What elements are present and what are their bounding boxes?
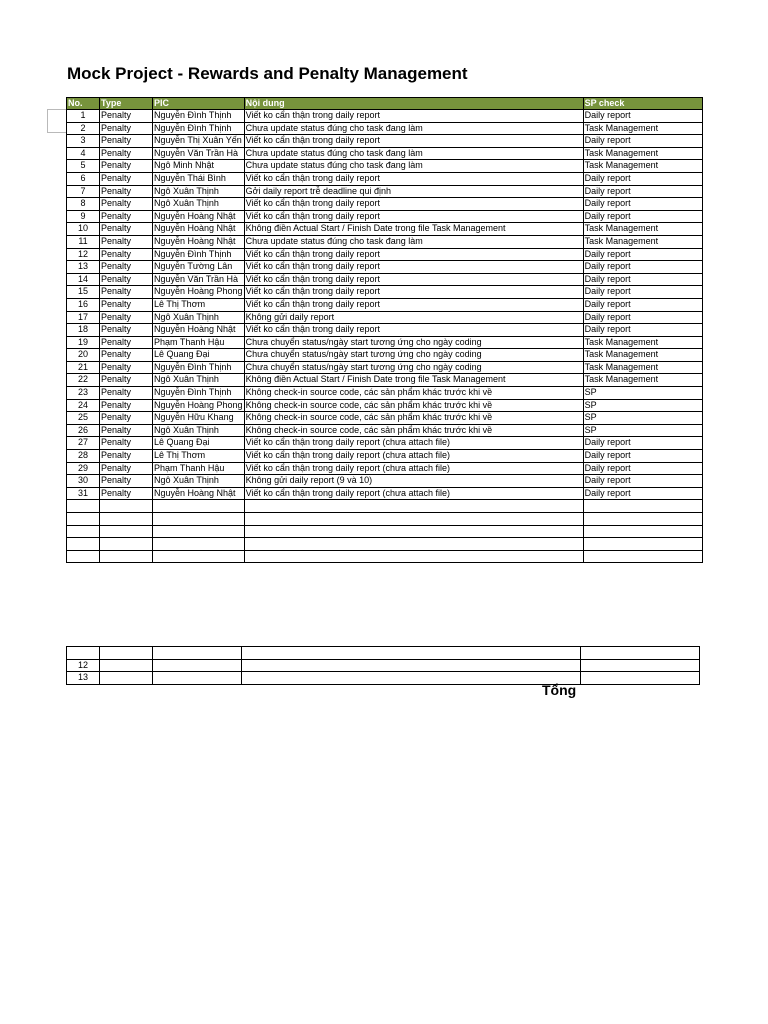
cell-type[interactable]: Penalty	[100, 374, 153, 387]
empty-cell[interactable]	[67, 538, 100, 551]
cell-no[interactable]: 16	[67, 298, 100, 311]
empty-cell[interactable]	[67, 500, 100, 513]
cell-content[interactable]: Chưa update status đúng cho task đang làm	[244, 122, 583, 135]
cell-sp-check[interactable]: Daily report	[583, 135, 702, 148]
cell-pic[interactable]: Ngô Xuân Thịnh	[153, 424, 245, 437]
empty-cell[interactable]	[100, 500, 153, 513]
cell-type[interactable]: Penalty	[100, 311, 153, 324]
table-row	[67, 261, 703, 274]
empty-cell[interactable]	[583, 538, 702, 551]
cell-pic[interactable]: Nguyễn Hoàng Phong	[153, 286, 245, 299]
cell-pic[interactable]: Nguyễn Hoàng Nhật	[153, 223, 245, 236]
cell-type[interactable]: Penalty	[100, 450, 153, 463]
empty-cell[interactable]	[583, 500, 702, 513]
table-row	[67, 135, 703, 148]
empty-cell[interactable]	[583, 513, 702, 526]
header-content[interactable]: Nội dung	[244, 98, 583, 110]
cell-sp-check[interactable]: Daily report	[583, 475, 702, 488]
total-label: Tổng	[542, 682, 577, 698]
table-header-row	[67, 98, 703, 110]
cell-no[interactable]: 14	[67, 273, 100, 286]
cell-no[interactable]: 20	[67, 349, 100, 362]
cell-no[interactable]: 24	[67, 399, 100, 412]
table-row	[67, 412, 703, 425]
cell-no[interactable]: 21	[67, 361, 100, 374]
cell-pic[interactable]: Nguyễn Hoàng Phong	[153, 399, 245, 412]
penalty-table	[66, 97, 703, 563]
table-row	[67, 475, 703, 488]
cell-sp-check[interactable]: Task Management	[583, 361, 702, 374]
summary-row	[67, 672, 700, 685]
cell-content[interactable]: Chưa chuyển status/ngày start tương ứng cho ngày coding	[244, 336, 583, 349]
cell-type[interactable]: Penalty	[100, 261, 153, 274]
cell-pic[interactable]: Nguyễn Hoàng Nhật	[153, 235, 245, 248]
table-row	[67, 324, 703, 337]
cell-no[interactable]: 11	[67, 235, 100, 248]
cell-no[interactable]: 28	[67, 450, 100, 463]
empty-cell[interactable]	[244, 500, 583, 513]
cell-content[interactable]: Viết ko cẩn thận trong daily report	[244, 261, 583, 274]
cell-content[interactable]: Viết ko cẩn thận trong daily report	[244, 135, 583, 148]
summary-cell[interactable]	[581, 672, 700, 685]
cell-pic[interactable]: Nguyễn Tường Lân	[153, 261, 245, 274]
summary-cell[interactable]	[100, 647, 153, 660]
cell-pic[interactable]: Ngô Xuân Thịnh	[153, 475, 245, 488]
table-row	[67, 311, 703, 324]
cell-sp-check[interactable]: Daily report	[583, 487, 702, 500]
summary-cell[interactable]	[242, 672, 581, 685]
cell-type[interactable]: Penalty	[100, 286, 153, 299]
empty-cell[interactable]	[244, 550, 583, 563]
empty-cell[interactable]	[153, 500, 245, 513]
empty-cell[interactable]	[67, 550, 100, 563]
empty-row	[67, 538, 703, 551]
cell-type[interactable]: Penalty	[100, 487, 153, 500]
cell-no[interactable]: 8	[67, 198, 100, 211]
cell-sp-check[interactable]: Task Management	[583, 223, 702, 236]
header-sp-check[interactable]: SP check	[583, 98, 702, 110]
cell-content[interactable]: Viết ko cẩn thận trong daily report	[244, 324, 583, 337]
empty-cell[interactable]	[153, 513, 245, 526]
summary-cell-no[interactable]: 12	[67, 659, 100, 672]
table-row	[67, 387, 703, 400]
summary-cell-no[interactable]	[67, 647, 100, 660]
table-row	[67, 110, 703, 123]
cell-pic[interactable]: Nguyễn Đình Thịnh	[153, 248, 245, 261]
cell-content[interactable]: Viết ko cẩn thận trong daily report	[244, 286, 583, 299]
cell-no[interactable]: 7	[67, 185, 100, 198]
cell-type[interactable]: Penalty	[100, 135, 153, 148]
table-row	[67, 336, 703, 349]
cell-no[interactable]: 27	[67, 437, 100, 450]
cell-type[interactable]: Penalty	[100, 336, 153, 349]
empty-row	[67, 550, 703, 563]
cell-pic[interactable]: Nguyễn Thị Xuân Yến	[153, 135, 245, 148]
cell-sp-check[interactable]: Task Management	[583, 349, 702, 362]
cell-pic[interactable]: Lê Thị Thơm	[153, 450, 245, 463]
cell-type[interactable]: Penalty	[100, 399, 153, 412]
cell-no[interactable]: 29	[67, 462, 100, 475]
table-row	[67, 349, 703, 362]
cell-sp-check[interactable]: Daily report	[583, 324, 702, 337]
table-row	[67, 361, 703, 374]
cell-type[interactable]: Penalty	[100, 160, 153, 173]
cell-content[interactable]: Viết ko cẩn thận trong daily report	[244, 273, 583, 286]
cell-no[interactable]: 15	[67, 286, 100, 299]
sheet-title: Mock Project - Rewards and Penalty Management	[67, 64, 468, 83]
cell-sp-check[interactable]: SP	[583, 412, 702, 425]
cell-pic[interactable]: Phạm Thanh Hậu	[153, 462, 245, 475]
cell-type[interactable]: Penalty	[100, 110, 153, 123]
cell-pic[interactable]: Ngô Xuân Thịnh	[153, 374, 245, 387]
summary-cell[interactable]	[242, 647, 581, 660]
cell-pic[interactable]: Lê Quang Đại	[153, 437, 245, 450]
table-row	[67, 462, 703, 475]
empty-cell[interactable]	[583, 550, 702, 563]
cell-no[interactable]: 19	[67, 336, 100, 349]
cell-pic[interactable]: Nguyễn Đình Thịnh	[153, 361, 245, 374]
table-row	[67, 374, 703, 387]
cell-type[interactable]: Penalty	[100, 235, 153, 248]
cell-content[interactable]: Không check-in source code, các sản phẩm khác trước khi về	[244, 399, 583, 412]
empty-row	[67, 525, 703, 538]
summary-table	[66, 646, 700, 685]
cell-content[interactable]: Chưa chuyển status/ngày start tương ứng cho ngày coding	[244, 349, 583, 362]
empty-cell[interactable]	[100, 538, 153, 551]
cell-type[interactable]: Penalty	[100, 223, 153, 236]
cell-sp-check[interactable]: Daily report	[583, 311, 702, 324]
empty-cell[interactable]	[583, 525, 702, 538]
cell-selection-marker	[47, 109, 66, 133]
cell-sp-check[interactable]: Task Management	[583, 147, 702, 160]
table-row	[67, 487, 703, 500]
cell-pic[interactable]: Nguyễn Văn Trần Hà	[153, 147, 245, 160]
summary-cell[interactable]	[153, 672, 242, 685]
cell-type[interactable]: Penalty	[100, 475, 153, 488]
table-row	[67, 286, 703, 299]
empty-cell[interactable]	[67, 513, 100, 526]
table-row	[67, 185, 703, 198]
table-row	[67, 424, 703, 437]
header-type[interactable]: Type	[100, 98, 153, 110]
empty-cell[interactable]	[67, 525, 100, 538]
cell-sp-check[interactable]: Task Management	[583, 122, 702, 135]
cell-sp-check[interactable]: Daily report	[583, 110, 702, 123]
cell-sp-check[interactable]: Daily report	[583, 462, 702, 475]
cell-no[interactable]: 25	[67, 412, 100, 425]
cell-type[interactable]: Penalty	[100, 273, 153, 286]
cell-type[interactable]: Penalty	[100, 198, 153, 211]
cell-no[interactable]: 2	[67, 122, 100, 135]
cell-content[interactable]: Viết ko cẩn thận trong daily report (chưa attach file)	[244, 437, 583, 450]
cell-sp-check[interactable]: Daily report	[583, 286, 702, 299]
cell-content[interactable]: Chưa chuyển status/ngày start tương ứng cho ngày coding	[244, 361, 583, 374]
empty-cell[interactable]	[153, 538, 245, 551]
empty-cell[interactable]	[244, 513, 583, 526]
cell-type[interactable]: Penalty	[100, 122, 153, 135]
cell-sp-check[interactable]: Daily report	[583, 450, 702, 463]
empty-row	[67, 500, 703, 513]
cell-no[interactable]: 5	[67, 160, 100, 173]
cell-no[interactable]: 10	[67, 223, 100, 236]
empty-cell[interactable]	[100, 550, 153, 563]
cell-content[interactable]: Viết ko cẩn thận trong daily report	[244, 110, 583, 123]
cell-content[interactable]: Chưa update status đúng cho task đang làm	[244, 235, 583, 248]
cell-sp-check[interactable]: Daily report	[583, 172, 702, 185]
table-row	[67, 122, 703, 135]
cell-pic[interactable]: Lê Thị Thơm	[153, 298, 245, 311]
table-row	[67, 210, 703, 223]
summary-cell[interactable]	[581, 659, 700, 672]
empty-cell[interactable]	[153, 550, 245, 563]
cell-pic[interactable]: Nguyễn Đình Thịnh	[153, 387, 245, 400]
header-pic[interactable]: PIC	[153, 98, 245, 110]
cell-type[interactable]: Penalty	[100, 361, 153, 374]
table-row	[67, 399, 703, 412]
cell-type[interactable]: Penalty	[100, 185, 153, 198]
cell-no[interactable]: 26	[67, 424, 100, 437]
cell-sp-check[interactable]: SP	[583, 387, 702, 400]
summary-cell[interactable]	[153, 647, 242, 660]
empty-row	[67, 513, 703, 526]
cell-type[interactable]: Penalty	[100, 424, 153, 437]
cell-pic[interactable]: Nguyễn Đình Thịnh	[153, 122, 245, 135]
cell-no[interactable]: 23	[67, 387, 100, 400]
cell-no[interactable]: 30	[67, 475, 100, 488]
cell-no[interactable]: 9	[67, 210, 100, 223]
summary-cell[interactable]	[100, 659, 153, 672]
cell-sp-check[interactable]: Task Management	[583, 160, 702, 173]
cell-no[interactable]: 18	[67, 324, 100, 337]
table-row	[67, 198, 703, 211]
cell-sp-check[interactable]: Task Management	[583, 374, 702, 387]
cell-pic[interactable]: Nguyễn Hữu Khang	[153, 412, 245, 425]
cell-sp-check[interactable]: Task Management	[583, 235, 702, 248]
empty-cell[interactable]	[100, 525, 153, 538]
cell-pic[interactable]: Nguyễn Thái Bình	[153, 172, 245, 185]
cell-sp-check[interactable]: Daily report	[583, 248, 702, 261]
table-row	[67, 248, 703, 261]
cell-no[interactable]: 1	[67, 110, 100, 123]
cell-type[interactable]: Penalty	[100, 349, 153, 362]
table-row	[67, 298, 703, 311]
cell-sp-check[interactable]: Daily report	[583, 298, 702, 311]
summary-cell[interactable]	[153, 659, 242, 672]
cell-type[interactable]: Penalty	[100, 437, 153, 450]
cell-content[interactable]: Không điền Actual Start / Finish Date trong file Task Management	[244, 374, 583, 387]
cell-type[interactable]: Penalty	[100, 172, 153, 185]
cell-content[interactable]: Viết ko cẩn thận trong daily report	[244, 248, 583, 261]
cell-no[interactable]: 31	[67, 487, 100, 500]
cell-type[interactable]: Penalty	[100, 147, 153, 160]
cell-sp-check[interactable]: Daily report	[583, 273, 702, 286]
table-row	[67, 450, 703, 463]
cell-pic[interactable]: Ngô Xuân Thịnh	[153, 311, 245, 324]
empty-cell[interactable]	[153, 525, 245, 538]
summary-cell[interactable]	[242, 659, 581, 672]
cell-type[interactable]: Penalty	[100, 387, 153, 400]
cell-type[interactable]: Penalty	[100, 210, 153, 223]
cell-sp-check[interactable]: Daily report	[583, 185, 702, 198]
summary-cell[interactable]	[581, 647, 700, 660]
cell-no[interactable]: 22	[67, 374, 100, 387]
cell-no[interactable]: 6	[67, 172, 100, 185]
cell-sp-check[interactable]: SP	[583, 399, 702, 412]
summary-row	[67, 647, 700, 660]
cell-no[interactable]: 13	[67, 261, 100, 274]
cell-type[interactable]: Penalty	[100, 298, 153, 311]
cell-no[interactable]: 4	[67, 147, 100, 160]
table-row	[67, 223, 703, 236]
cell-content[interactable]: Viết ko cẩn thận trong daily report (chưa attach file)	[244, 487, 583, 500]
cell-content[interactable]: Viết ko cẩn thận trong daily report	[244, 210, 583, 223]
header-no[interactable]: No.	[67, 98, 100, 110]
cell-type[interactable]: Penalty	[100, 324, 153, 337]
cell-content[interactable]: Viết ko cẩn thận trong daily report (chưa attach file)	[244, 450, 583, 463]
cell-content[interactable]: Không check-in source code, các sản phẩm khác trước khi về	[244, 424, 583, 437]
cell-content[interactable]: Chưa update status đúng cho task đang làm	[244, 160, 583, 173]
cell-pic[interactable]: Phạm Thanh Hậu	[153, 336, 245, 349]
cell-sp-check[interactable]: Daily report	[583, 261, 702, 274]
cell-no[interactable]: 3	[67, 135, 100, 148]
cell-sp-check[interactable]: Daily report	[583, 437, 702, 450]
summary-cell[interactable]	[100, 672, 153, 685]
cell-pic[interactable]: Nguyễn Văn Trần Hà	[153, 273, 245, 286]
empty-cell[interactable]	[244, 538, 583, 551]
empty-cell[interactable]	[244, 525, 583, 538]
cell-content[interactable]: Không check-in source code, các sản phẩm khác trước khi về	[244, 412, 583, 425]
cell-pic[interactable]: Ngô Xuân Thịnh	[153, 185, 245, 198]
summary-cell-no[interactable]: 13	[67, 672, 100, 685]
cell-type[interactable]: Penalty	[100, 248, 153, 261]
cell-content[interactable]: Viết ko cẩn thận trong daily report	[244, 298, 583, 311]
cell-content[interactable]: Không gửi daily report (9 và 10)	[244, 475, 583, 488]
cell-pic[interactable]: Nguyễn Hoàng Nhật	[153, 487, 245, 500]
table-row	[67, 147, 703, 160]
cell-content[interactable]: Viết ko cẩn thận trong daily report (chưa attach file)	[244, 462, 583, 475]
cell-pic[interactable]: Ngô Xuân Thịnh	[153, 198, 245, 211]
cell-content[interactable]: Viết ko cẩn thận trong daily report	[244, 172, 583, 185]
table-row	[67, 437, 703, 450]
cell-content[interactable]: Chưa update status đúng cho task đang làm	[244, 147, 583, 160]
cell-no[interactable]: 17	[67, 311, 100, 324]
cell-pic[interactable]: Ngô Minh Nhật	[153, 160, 245, 173]
table-row	[67, 160, 703, 173]
empty-cell[interactable]	[100, 513, 153, 526]
cell-content[interactable]: Viết ko cẩn thận trong daily report	[244, 198, 583, 211]
table-row	[67, 273, 703, 286]
cell-content[interactable]: Không check-in source code, các sản phẩm khác trước khi về	[244, 387, 583, 400]
cell-sp-check[interactable]: Daily report	[583, 198, 702, 211]
table-row	[67, 235, 703, 248]
cell-no[interactable]: 12	[67, 248, 100, 261]
cell-sp-check[interactable]: Daily report	[583, 210, 702, 223]
cell-content[interactable]: Không gửi daily report	[244, 311, 583, 324]
cell-type[interactable]: Penalty	[100, 462, 153, 475]
cell-sp-check[interactable]: Task Management	[583, 336, 702, 349]
summary-row	[67, 659, 700, 672]
cell-pic[interactable]: Nguyễn Đình Thịnh	[153, 110, 245, 123]
cell-pic[interactable]: Nguyễn Hoàng Nhật	[153, 324, 245, 337]
cell-pic[interactable]: Nguyễn Hoàng Nhật	[153, 210, 245, 223]
cell-pic[interactable]: Lê Quang Đại	[153, 349, 245, 362]
cell-content[interactable]: Không điền Actual Start / Finish Date trong file Task Management	[244, 223, 583, 236]
cell-sp-check[interactable]: SP	[583, 424, 702, 437]
table-row	[67, 172, 703, 185]
cell-type[interactable]: Penalty	[100, 412, 153, 425]
cell-content[interactable]: Gởi daily report trễ deadline qui định	[244, 185, 583, 198]
